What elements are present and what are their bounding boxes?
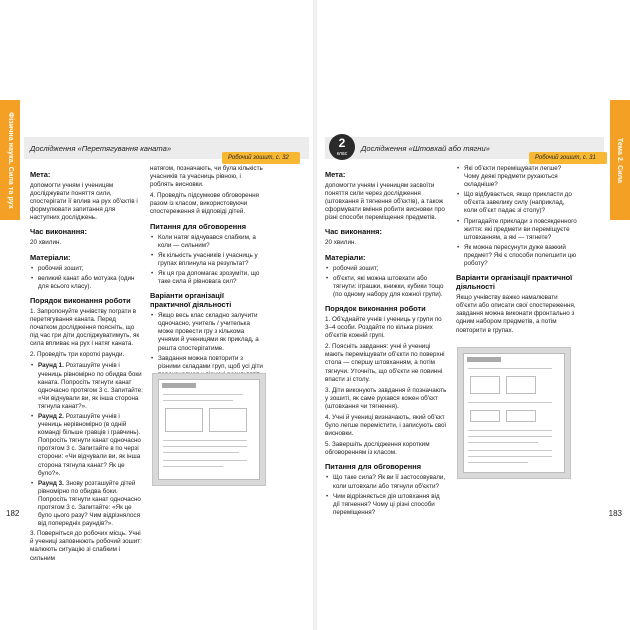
procedure-step: 5. Завершіть дослідження коротким обговоренням із класом. (325, 441, 430, 457)
workbook-page-image (158, 379, 260, 480)
list-item: • великий канат або мотузка (один для всього класу). (30, 275, 144, 291)
list-item (30, 480, 144, 529)
round-text: Розташуйте учнів і учениць нерівномірно (в одній команді більше гравців і гравчинь). Попросіть тягнути канат одночасно протягом 3 с. Запитайте в по черзі сторони: «Чи відчували ви, як інша сторона тягнула канат? Як це було?». (38, 412, 141, 477)
discussion-list-continued (456, 165, 577, 268)
grade-number: 2 (338, 136, 346, 150)
list-item: • Якщо весь клас складно залучити одночасно, учитель / учителька може провести гру з кількома учнями й ученицями як приклад, а решта спостерігатиме. (150, 312, 265, 352)
procedure-heading: Порядок виконання роботи (30, 295, 131, 305)
left-side-tab (0, 100, 20, 220)
discussion-list (325, 474, 448, 516)
round-text: Розташуйте учнів і учениць рівномірно по обидва боки каната. Попросіть тягнути канат одночасно протягом 3 с. Запитайте: «Чи відчували ви, як інша сторона тягнула канат?». (38, 362, 143, 410)
list-item (30, 413, 144, 478)
list-item: • об'єкти, які можна штовхати або тягнути: іграшки, книжки, кубики тощо (по одному набору для кожної групи). (325, 275, 448, 299)
procedure-step: 2. Поясніть завдання: учні й учениці мають переміщувати об'єкти по поверхні стола — спершу штовханням, а потім тягнучи. Уточніть, що об'єкти не повинні впасти зі столу. (325, 343, 445, 383)
right-workbook-tag: Робочий зошит, с. 31 (529, 152, 607, 164)
right-activity-title: Дослідження «Штовхай або тягни» (361, 143, 490, 153)
list-item: • Як можна пересунути дуже важкий предмет? Які є способи полегшити цю роботу? (456, 244, 577, 268)
goal-heading: Мета: (325, 170, 346, 179)
list-item: • Як ця гра допомагає зрозуміти, що таке сила й рівновага сил? (150, 270, 265, 286)
workbook-thumbnail (457, 347, 571, 479)
procedure-step: 3. Поверніться до робочих місць. Учні й учениці заповнюють робочий зошит: малюють ситуацію зі слабким і сильним (30, 530, 142, 562)
page-number-right: 183 (608, 509, 622, 518)
goal-text: допомогти учням і ученицям засвоїти поняття сили через дослідження (штовхання й тягнення об'єктів), а також сформувати вміння робити висновки про різні способи переміщення предметів. (325, 182, 445, 222)
left-column-1 (30, 165, 144, 566)
round-label: Раунд 2. (38, 412, 64, 420)
grade-badge (329, 134, 355, 160)
round-label: Раунд 1. (38, 362, 64, 370)
variants-list (150, 312, 265, 379)
right-column-2 (456, 165, 577, 338)
round-label: Раунд 3. (38, 479, 64, 487)
list-item: • робочий зошит; (30, 265, 144, 273)
right-side-tab (610, 100, 630, 220)
left-activity-title: Дослідження «Перетягування каната» (30, 143, 172, 153)
page-number-left: 182 (6, 509, 20, 518)
workbook-thumbnail (152, 373, 266, 486)
right-column-1 (325, 165, 448, 519)
rounds-list (30, 362, 144, 528)
left-workbook-tag: Робочий зошит, с. 32 (222, 152, 300, 164)
grade-word: клас (336, 151, 348, 157)
procedure-continuation: натягом, позначають, чи була кількість учасників та учасниць рівною, і роблять висновки. (150, 165, 263, 189)
materials-heading: Матеріали: (325, 252, 366, 262)
variants-text: Якщо учнівству важко намалювати об'єкти або описати свої спостереження, завдання можна виконати фронтально з одним набором предметів, а потім повторити в групах. (456, 294, 576, 334)
right-side-tab-label: Тема 2. Сила (616, 137, 624, 183)
procedure-step: 1. Об'єднайте учнів і учениць у групи по 3–4 особи. Роздайте по кілька різних об'єктів кожній групі. (325, 315, 442, 340)
variants-heading: Варіанти організації практичної діяльності (456, 273, 573, 292)
list-item: • Пригадайте приклади з повсякденного життя: які предмети ви переміщуєте штовханням, а які — тягнете? (456, 218, 577, 242)
left-side-tab-label: Фізична наука. Сила та рух (6, 111, 14, 209)
list-item: • робочий зошит; (325, 265, 448, 273)
list-item: • Коли натяг відчувався слабким, а коли — сильним? (150, 234, 265, 250)
list-item: • Що відбувається, якщо прикласти до об'єкта завелику силу (наприклад, коли об'єкт падає зі столу)? (456, 191, 577, 215)
discussion-heading: Питання для обговорення (150, 221, 247, 231)
time-text: 20 хвилин. (325, 239, 357, 247)
list-item (30, 362, 144, 411)
time-heading: Час виконання: (30, 227, 87, 237)
workbook-page-image (463, 353, 565, 473)
right-page (315, 0, 630, 630)
round-text: Знову розташуйте дітей рівномірно по обидва боки. Попросіть тягнути канат одночасно протягом 3 с. Запитайте: «Як це було цього разу? Чим відрізнялося від попередніх раундів?». (38, 479, 141, 528)
materials-list (325, 265, 448, 299)
list-item: • Як кількість учасників і учасниць у групах вплинула на результат? (150, 252, 265, 268)
list-item: • Що таке сила? Як ви її застосовували, коли штовхали або тягнули об'єкти? (325, 474, 448, 490)
discussion-list (150, 234, 265, 287)
left-column-2 (150, 165, 265, 381)
time-heading: Час виконання: (325, 227, 382, 237)
goal-text: допомогти учням і ученицям досліджувати поняття сили, спостерігати її вплив на рух об'єктів і формулювати запитання для наступних досліджень. (30, 182, 138, 222)
procedure-step: 4. Учні й учениці визначають, який об'єкт було легше перемістити, і записують свої висновки. (325, 413, 447, 438)
variants-heading: Варіанти організації практичної діяльності (150, 291, 232, 310)
list-item: • Які об'єкти переміщувати легше? Чому деякі предмети рухаються складніше? (456, 165, 577, 189)
procedure-step: 3. Діти виконують завдання й позначають у зошиті, як саме рухався кожен об'єкт (штовхання чи тягнення). (325, 386, 447, 410)
materials-heading: Матеріали: (30, 252, 71, 262)
time-text: 20 хвилин. (30, 239, 62, 247)
procedure-step: 2. Проведіть три короткі раунди. (30, 351, 125, 359)
list-item: • Чим відрізняється дія штовхання від дії тягнення? Чому ці різні способи переміщення? (325, 493, 448, 517)
materials-list (30, 265, 144, 291)
procedure-step: 1. Запропонуйте учнівству пограти в перетягування каната. Перед початком дослідження поясніть, що під час гри діти досліджуватимуть, як сила впливає на рух і натяг каната. (30, 307, 140, 348)
discussion-heading: Питання для обговорення (325, 462, 422, 472)
list-item: • Завдання можна повторити з різними складами груп, щоб усі діти (150, 355, 265, 379)
procedure-heading: Порядок виконання роботи (325, 303, 426, 313)
goal-heading: Мета: (30, 170, 51, 179)
procedure-step: 4. Проведіть підсумкове обговорення разом із класом, використовуючи спостереження й відповіді дітей. (150, 192, 259, 216)
